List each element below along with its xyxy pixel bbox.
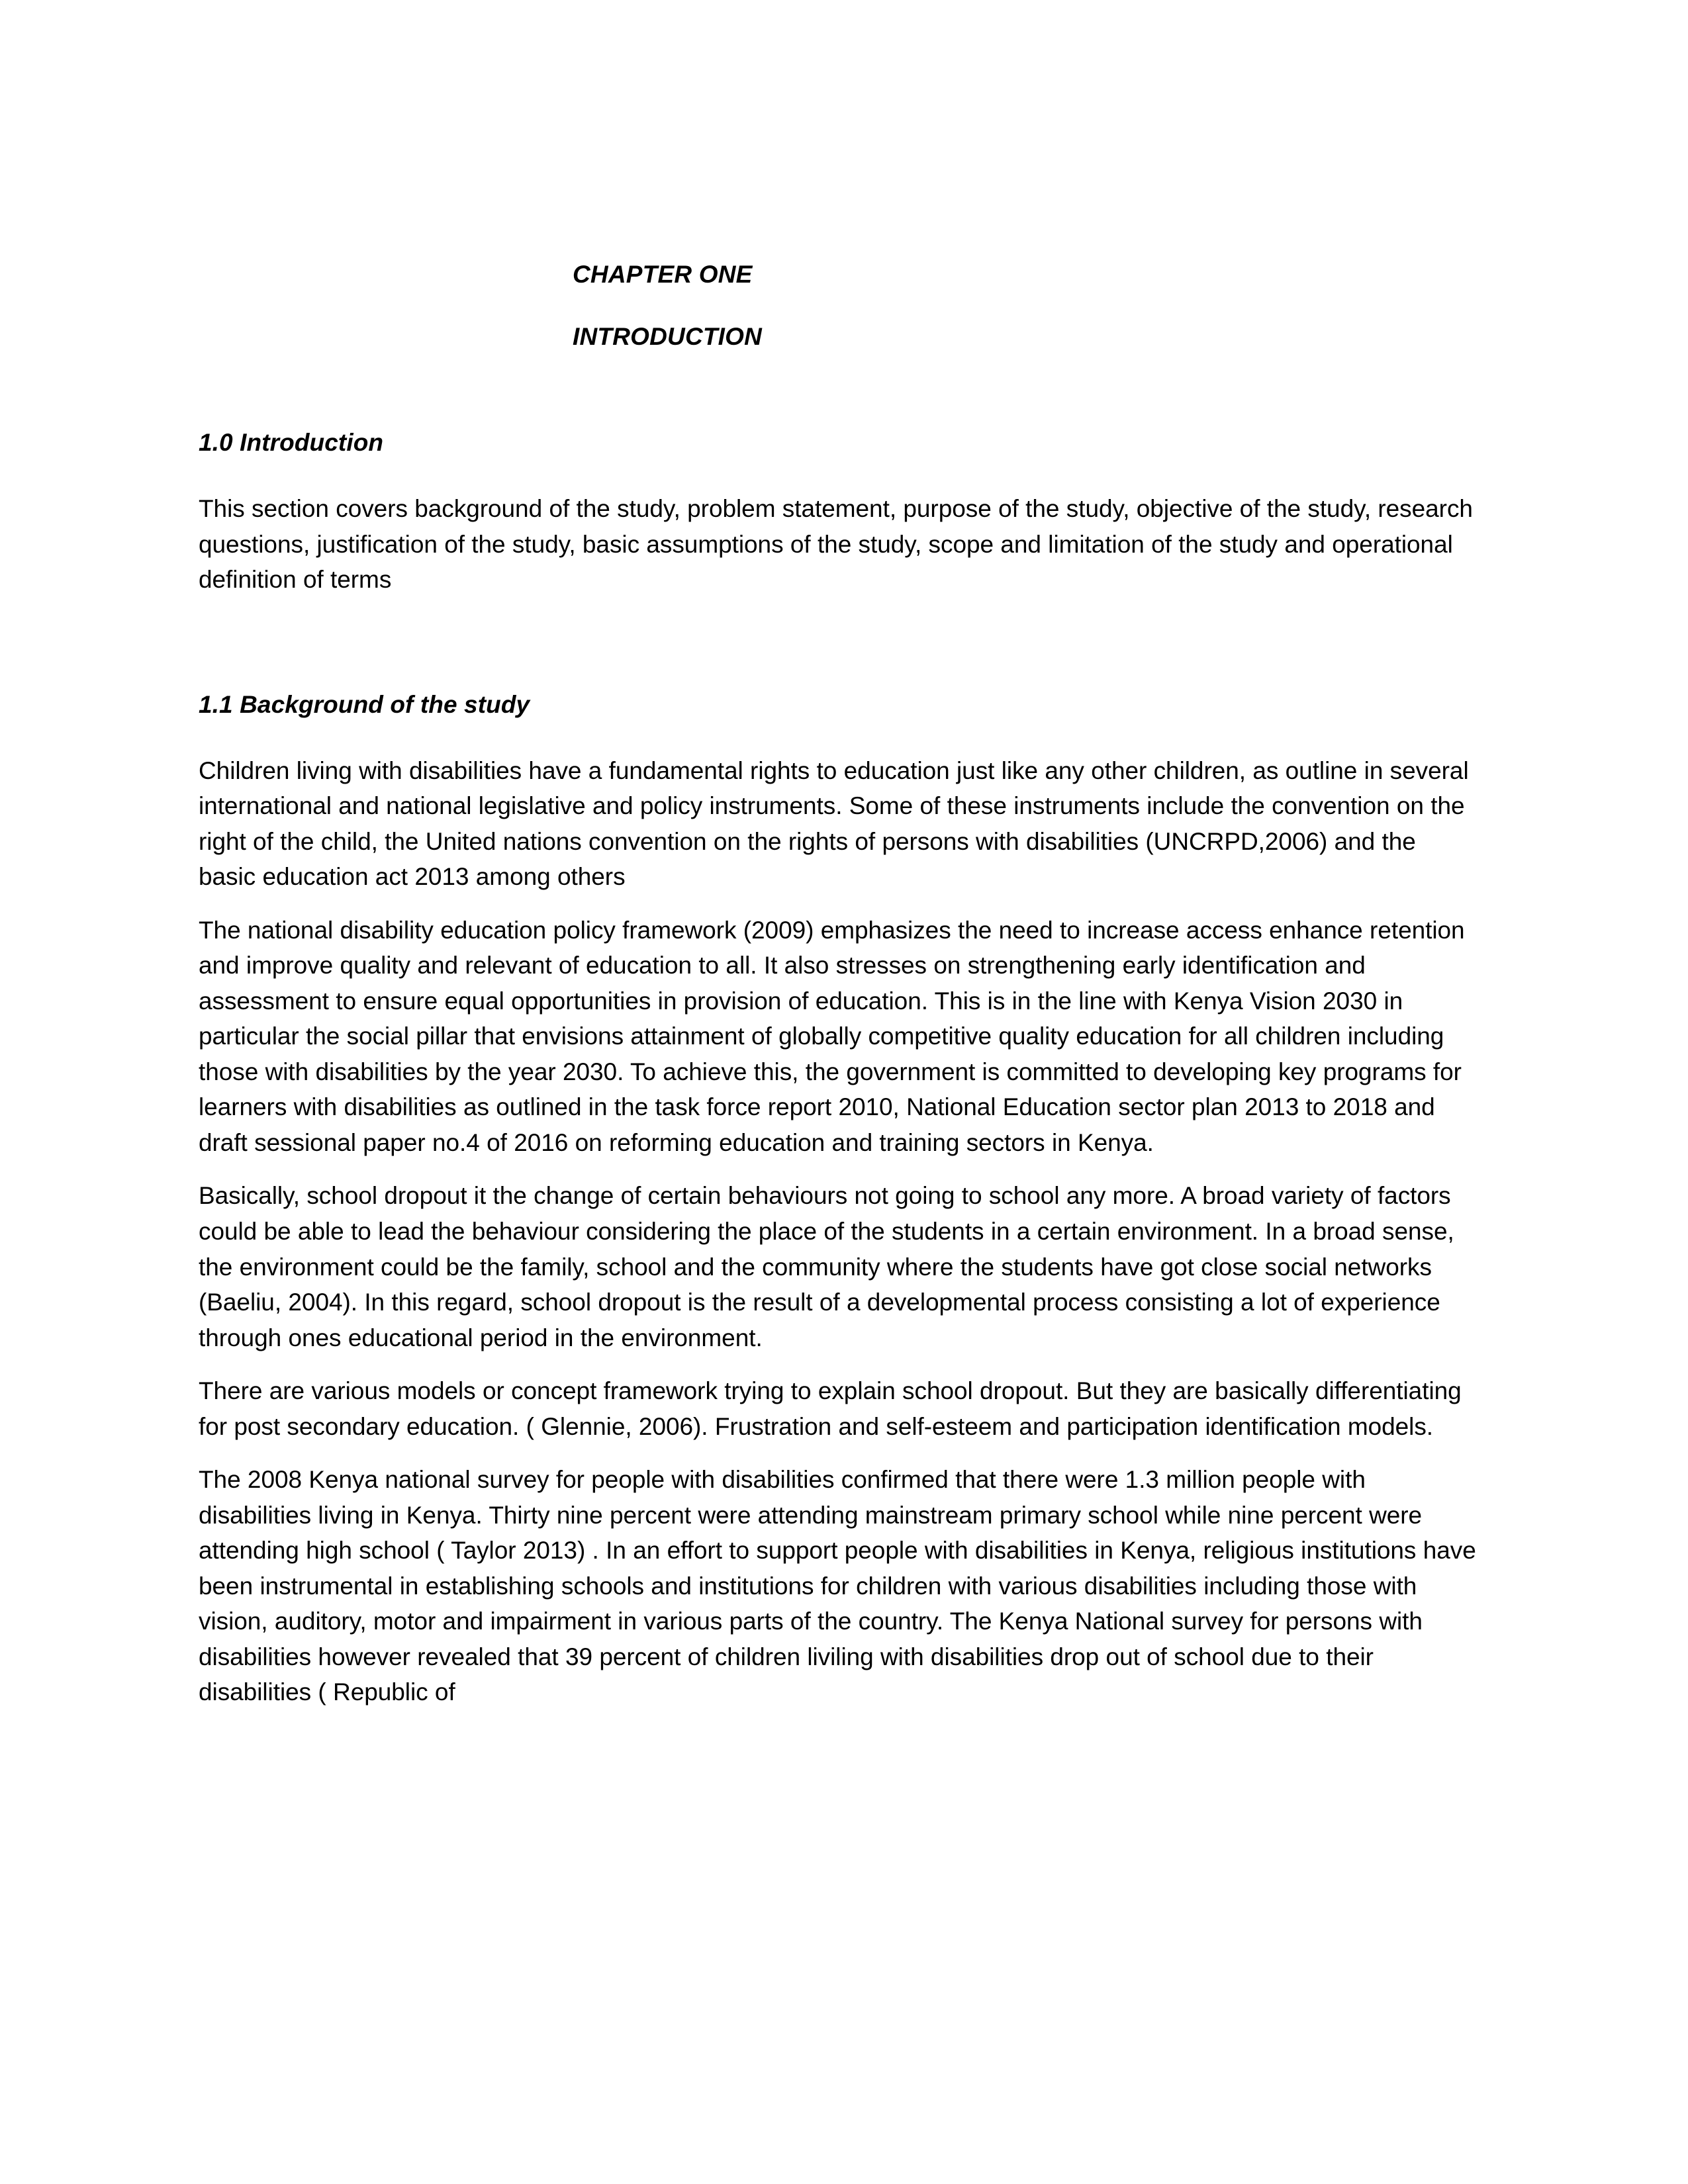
section-heading-gap-1-0: [199, 455, 1476, 491]
paragraph: There are various models or concept framework trying to explain school dropout. But they are basically differentiating for post secondary education. ( Glennie, 2006). Frustration and self-esteem and participation identification models.: [199, 1377, 1462, 1440]
chapter-heading: CHAPTER ONE: [573, 261, 753, 288]
headings-bottom-gap: [199, 349, 1476, 430]
section-heading-1-0: 1.0 Introduction: [199, 429, 384, 456]
section-heading-1-1: 1.1 Background of the study: [199, 690, 530, 718]
pre-section-gap-1-1: [199, 615, 1476, 692]
paragraph: Children living with disabilities have a fundamental rights to education just like any other children, as outline in several international and national legislative and policy instruments. Some of these instruments include the convention on the right of the child, the United nations convention on the rights of persons with disabilities (UNCRPD,2006) and the basic education act 2013 among others: [199, 756, 1469, 891]
heading-gap: [199, 287, 1476, 324]
top-spacer: [199, 0, 1476, 262]
paragraph: This section covers background of the study, problem statement, purpose of the study, objective of the study, research questions, justification of the study, basic assumptions of the study, scope and limitation of the study and operational definition of terms: [199, 495, 1473, 594]
paragraph: Basically, school dropout it the change of certain behaviours not going to school any more. A broad variety of factors could be able to lead the behaviour considering the place of the students in a certain environment. In a broad sense, the environment could be the family, school and the community where the students have got close social networks (Baeliu, 2004). In this regard, school dropout is the result of a developmental process consisting a lot of experience through ones educational period in the environment.: [199, 1182, 1454, 1351]
document-body: [199, 0, 1476, 1710]
section-heading-gap-1-1: [199, 717, 1476, 753]
paragraph: The 2008 Kenya national survey for people with disabilities confirmed that there were 1.3 million people with disabilities living in Kenya. Thirty nine percent were attending mainstream primary school while nine percent were attending high school ( Taylor 2013) . In an effort to support people with disabilities in Kenya, religious institutions have been instrumental in establishing schools and institutions for children with various disabilities including those with vision, auditory, motor and impairment in various parts of the country. The Kenya National survey for persons with disabilities however revealed that 39 percent of children liviling with disabilities drop out of school due to their disabilities ( Republic of: [199, 1466, 1476, 1706]
chapter-subheading: INTRODUCTION: [573, 323, 763, 350]
paragraph: The national disability education policy framework (2009) emphasizes the need to increase access enhance retention and improve quality and relevant of education to all. It also stresses on strengthening early identification and assessment to ensure equal opportunities in provision of education. This is in the line with Kenya Vision 2030 in particular the social pillar that envisions attainment of globally competitive quality education for all children including those with disabilities by the year 2030. To achieve this, the government is committed to developing key programs for learners with disabilities as outlined in the task force report 2010, National Education sector plan 2013 to 2018 and draft sessional paper no.4 of 2016 on reforming education and training sectors in Kenya.: [199, 916, 1465, 1156]
